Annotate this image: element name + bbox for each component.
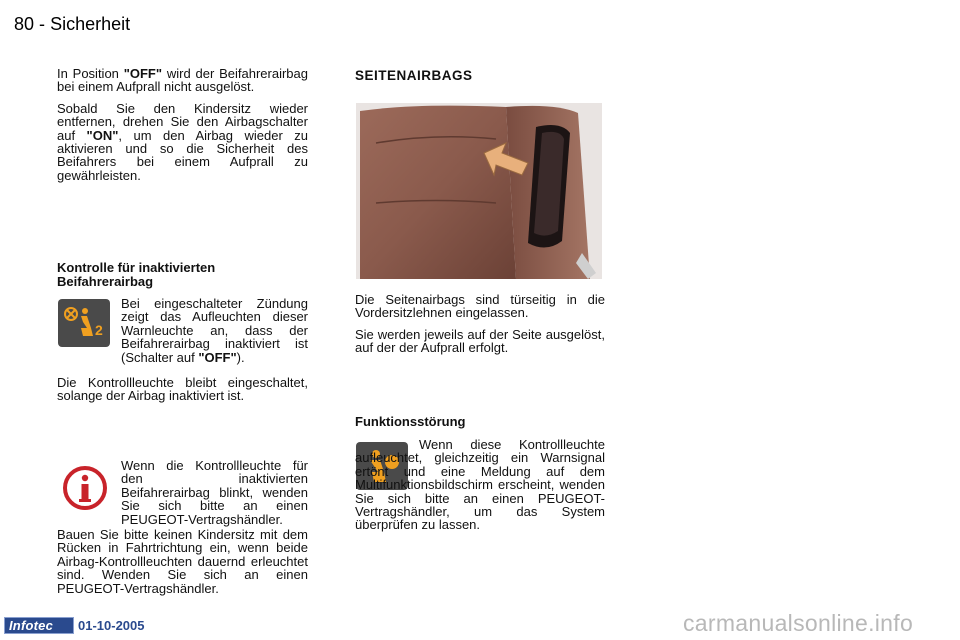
page-header [14, 14, 130, 35]
seat-photo-graphic [356, 103, 602, 279]
fault-heading: Funktionsstörung [355, 414, 466, 429]
passenger-airbag-off-icon [58, 299, 110, 347]
info-text-2: Bauen Sie bitte keinen Kindersitz mit dem Rücken in Fahrtrichtung ein, wenn beide Airbag-Kontrollleuchten dauernd erleuchtet sind. Wenden Sie sich an einen PEUGEOT-Vertragshändler. [57, 527, 308, 596]
off-keyword: "OFF" [123, 66, 163, 81]
svg-text:2: 2 [95, 322, 103, 338]
footer-date: 01-10-2005 [78, 618, 145, 633]
seat-side-airbag-photo [356, 103, 602, 279]
section-title: Sicherheit [50, 14, 131, 34]
side-airbags-desc-1: Die Seitenairbags sind türseitig in die Vordersitzlehnen eingelassen. [355, 292, 605, 321]
side-airbags-description [355, 293, 605, 355]
reactivate-paragraph: Sobald Sie den Kindersitz wieder entfernen, drehen Sie den Airbagschalter auf "ON", um den Airbag wieder zu aktivieren und so die Sicherheit des Beifahrers bei einem Aufprall zu gewährleisten. [57, 100, 308, 183]
side-airbags-desc-2: Sie werden jeweils auf der Seite ausgelöst, auf der der Aufprall erfolgt. [355, 326, 605, 356]
fault-text: Wenn diese Kontrollleuchte aufleuchtet, gleichzeitig ein Warnsignal ertönt und eine Meldung auf dem Multifunktionsbildschirm erscheint, wenden Sie sich bitte an einen PEUGEOT-Vertragshändler, um das System überprüfen zu lassen. [355, 437, 605, 533]
watermark: carmanualsonline.info [683, 610, 914, 636]
on-keyword: "ON" [86, 127, 119, 143]
kontrolle-text: Bei eingeschalteter Zündung zeigt das Aufleuchten dieser Warnleuchte an, dass der Beifahrerairbag inaktiviert ist (Schalter auf "OFF"). [121, 296, 308, 365]
side-airbags-title: SEITENAIRBAGS [355, 68, 473, 83]
kontrolle-text-2: Die Kontrollleuchte bleibt eingeschaltet, solange der Airbag inaktiviert ist. [57, 375, 308, 404]
header-separator: - [39, 14, 46, 34]
intro-text [57, 67, 308, 182]
info-text: Wenn die Kontrollleuchte für den inaktivierten Beifahrerairbag blinkt, wenden Sie sich bitte an einen PEUGEOT-Vertragshändler. [121, 458, 308, 527]
page-number: 80 [14, 14, 35, 34]
off-keyword-2: "OFF" [198, 349, 237, 365]
intro-paragraph: In Position "OFF" wird der Beifahrerairbag bei einem Aufprall nicht ausgelöst. [57, 66, 308, 95]
info-icon-graphic [60, 464, 110, 512]
info-icon [60, 464, 110, 512]
kontrolle-heading: Kontrolle für inaktivierten Beifahrerairbag [57, 260, 216, 289]
infotec-badge: Infotec [4, 617, 74, 634]
passenger-airbag-off-icon-graphic [61, 302, 107, 344]
